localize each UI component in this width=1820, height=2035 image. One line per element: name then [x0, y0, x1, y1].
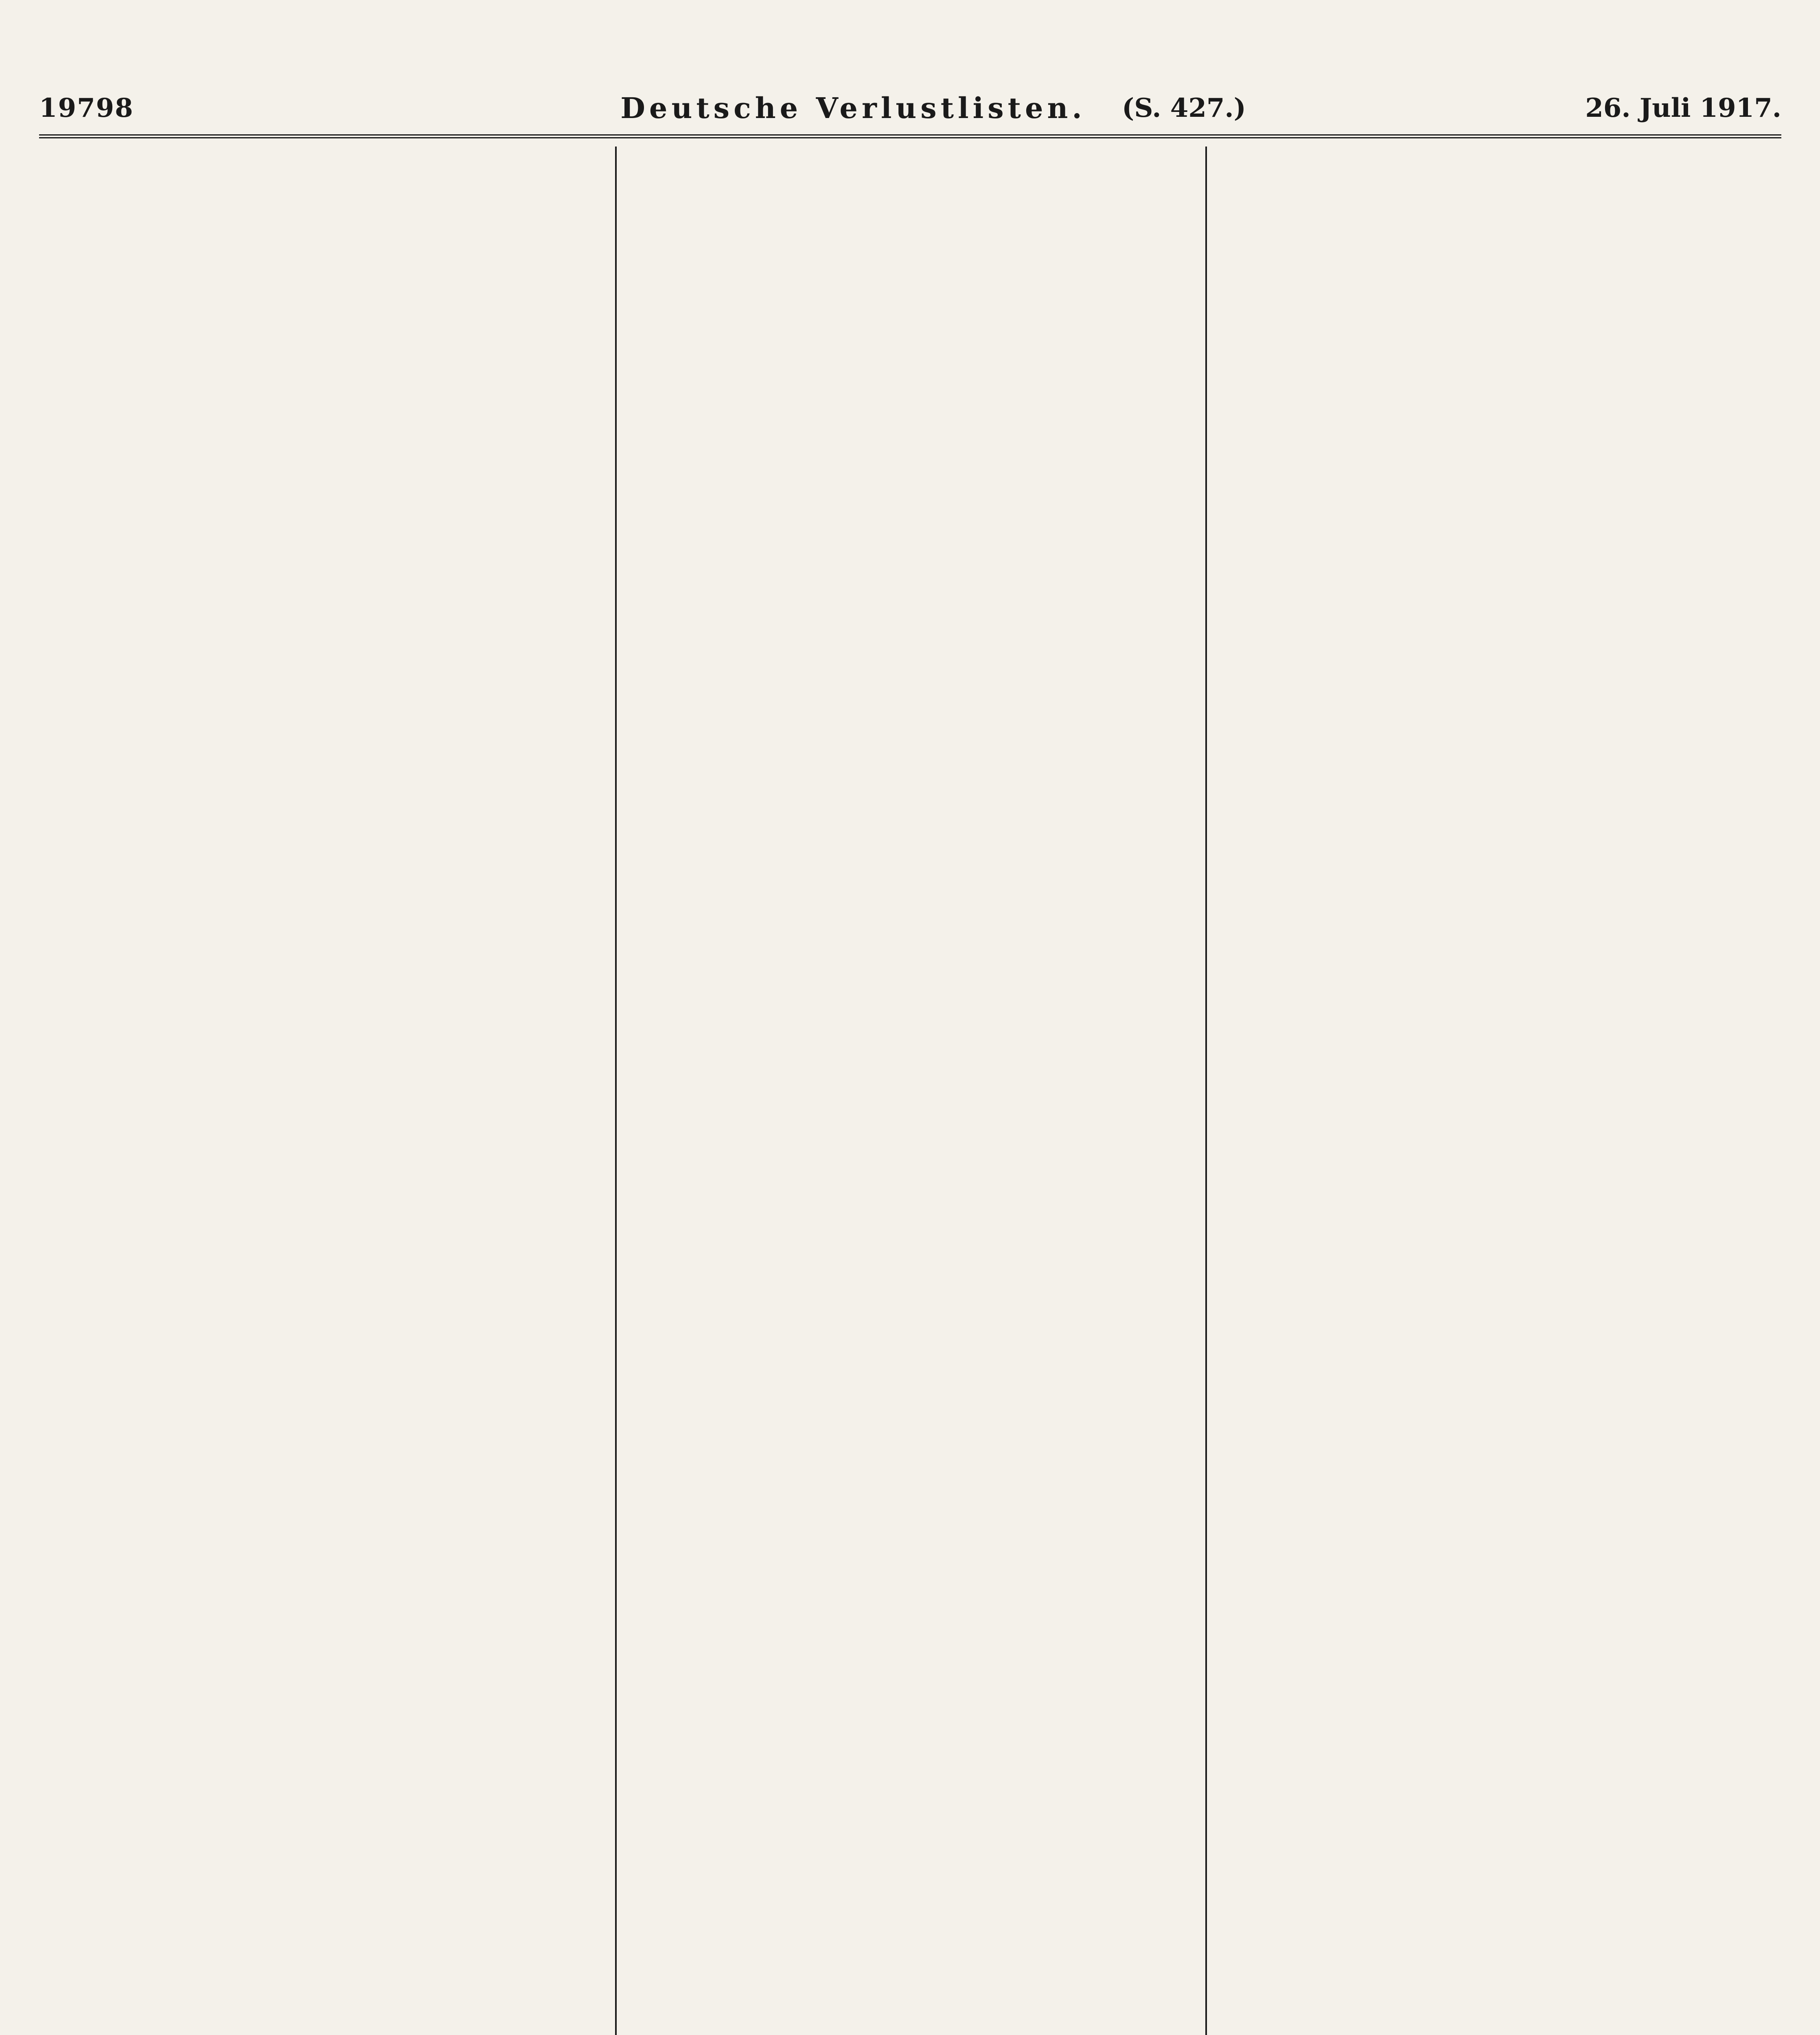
- column-divider: [615, 147, 617, 2035]
- section-number: (S. 427.): [1122, 93, 1246, 123]
- issue-date: 26. Juli 1917.: [1585, 93, 1781, 123]
- casualty-list-columns: [39, 147, 1781, 2035]
- column-2: [629, 147, 1191, 2035]
- page-title: Deutsche Verlustlisten.: [620, 91, 1086, 125]
- newspaper-page: [39, 85, 1781, 2035]
- column-3: [1220, 147, 1781, 2035]
- column-divider: [1205, 147, 1207, 2035]
- column-1: [39, 147, 601, 2035]
- page-number: 19798: [39, 93, 134, 123]
- page-header: [39, 85, 1781, 138]
